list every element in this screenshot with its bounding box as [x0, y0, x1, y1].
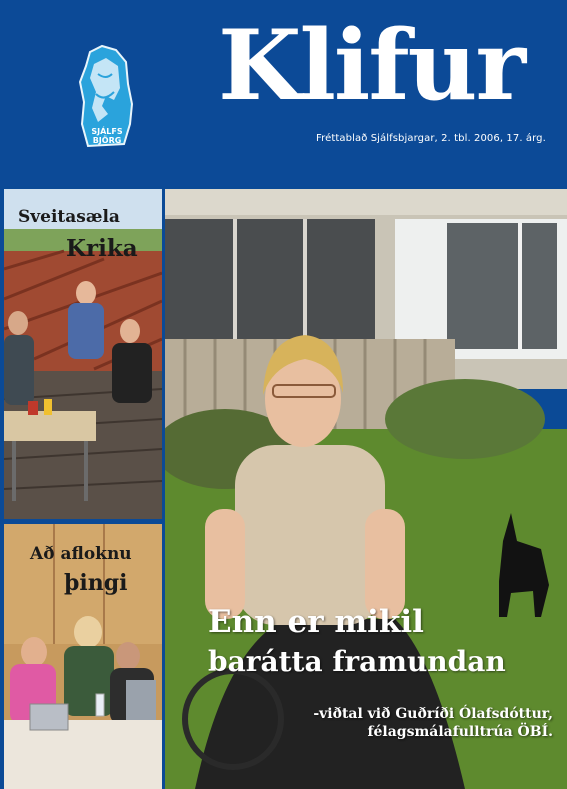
sjalfsbjorg-logo [76, 44, 138, 149]
story-title-line2: þingi [64, 570, 128, 596]
cover-photo [165, 189, 567, 789]
story-title-line1: Sveitasæla [18, 207, 120, 227]
story-title-line2: Krika [66, 235, 138, 262]
magazine-title: Klifur [218, 9, 525, 122]
byline-line1: -viðtal við Guðríði Ólafsdóttur, [313, 706, 553, 722]
cover-headline [208, 606, 506, 676]
story-title-line1: Að afloknu [30, 544, 132, 564]
masthead [0, 0, 567, 186]
cover-byline [313, 705, 553, 741]
story-sveitasaela[interactable] [4, 189, 162, 519]
headline-line2: barátta framundan [208, 644, 506, 678]
svg-text:SJÁLFS: SJÁLFS [91, 127, 123, 136]
svg-text:BJÖRG: BJÖRG [92, 136, 122, 145]
issue-info: Fréttablað Sjálfsbjargar, 2. tbl. 2006, 17. árg. [316, 133, 546, 144]
story-ad-afloknu-thingi[interactable] [4, 524, 162, 789]
headline-line1: Enn er mikil [208, 604, 424, 640]
woman-in-wheelchair-photo [165, 189, 567, 789]
byline-line2: félagsmálafulltrúa ÖBÍ. [367, 724, 553, 741]
